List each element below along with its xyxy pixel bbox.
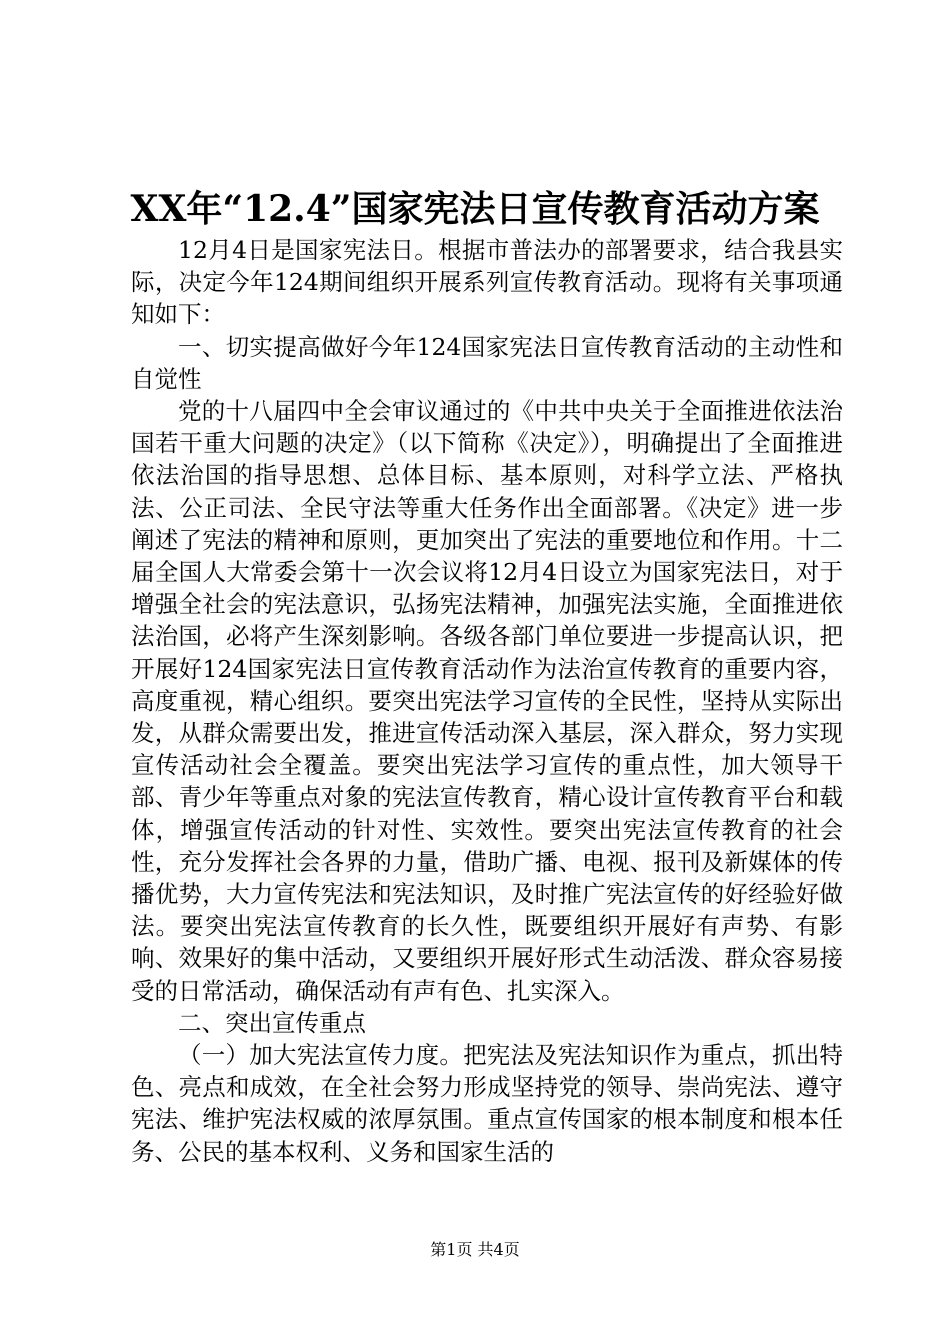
paragraph-section-1: 党的十八届四中全会审议通过的《中共中央关于全面推进依法治国若干重大问题的决定》（以下简称《决定》），明确提出了全面推进依法治国的指导思想、总体目标、基本原则，对科学立法、严格执法、公正司法、全民守法等重大任务作出全面部署。《决定》进一步阐述了宪法的精神和原则，更加突出了宪法的重要地位和作用。十二届全国人大常委会第十一次会议将12月4日设立为国家宪法日，对于增强全社会的宪法意识，弘扬宪法精神，加强宪法实施，全面推进依法治国，必将产生深刻影响。各级各部门单位要进一步提高认识，把开展好124国家宪法日宣传教育活动作为法治宣传教育的重要内容，高度重视，精心组织。要突出宪法学习宣传的全民性，坚持从实际出发，从群众需要出发，推进宣传活动深入基层，深入群众，努力实现宣传活动社会全覆盖。要突出宪法学习宣传的重点性，加大领导干部、青少年等重点对象的宪法宣传教育，精心设计宣传教育平台和载体，增强宣传活动的针对性、实效性。要突出宪法宣传教育的社会性，充分发挥社会各界的力量，借助广播、电视、报刊及新媒体的传播优势，大力宣传宪法和宪法知识，及时推广宪法宣传的好经验好做法。要突出宪法宣传教育的长久性，既要组织开展好有声势、有影响、效果好的集中活动，又要组织开展好形式生动活泼、群众容易接受的日常活动，确保活动有声有色、扎实深入。 — [131, 397, 843, 1005]
heading-section-2: 二、突出宣传重点 — [178, 1008, 366, 1037]
heading-section-1: 一、切实提高做好今年124国家宪法日宣传教育活动的主动性和自觉性 — [131, 332, 843, 393]
page-number-footer: 第1页 共4页 — [430, 1240, 520, 1259]
document-title: XX年“12.4”国家宪法日宣传教育活动方案 — [130, 188, 820, 230]
document-body — [131, 234, 843, 1168]
paragraph-section-2-item-1: （一）加大宪法宣传力度。把宪法及宪法知识作为重点，抓出特色、亮点和成效，在全社会努力形成坚持党的领导、崇尚宪法、遵守宪法、维护宪法权威的浓厚氛围。重点宣传国家的根本制度和根本任务、公民的基本权利、义务和国家生活的 — [131, 1041, 843, 1166]
paragraph-intro: 12月4日是国家宪法日。根据市普法办的部署要求，结合我县实际，决定今年124期间组织开展系列宣传教育活动。现将有关事项通知如下： — [131, 236, 843, 329]
